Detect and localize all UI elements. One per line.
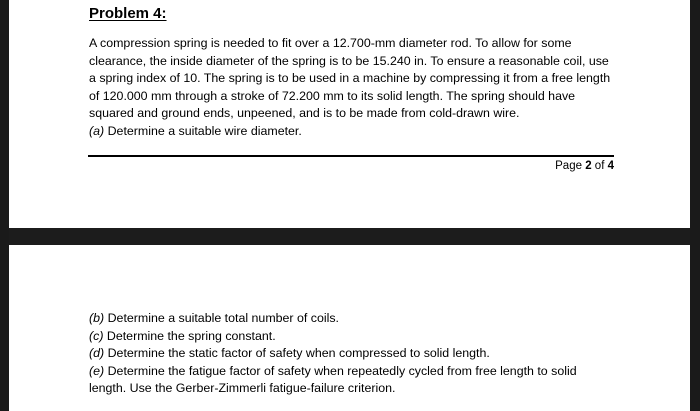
problem-statement-block [89, 35, 614, 140]
page-total: 4 [607, 160, 614, 172]
footer-divider [88, 155, 614, 157]
page-prefix: Page [555, 160, 586, 172]
part-d-text: Determine the static factor of safety when compressed to solid length. [104, 346, 490, 360]
problem-statement: A compression spring is needed to fit over a 12.700-mm diameter rod. To allow for some clearance, the inside diameter of the spring is to be 15.240 in. To ensure a reasonable coil, use a spring index of 10. The spring is to be used in a machine by compressing it from a free length of 120.000 mm through a stroke of 72.200 mm to its solid length. The spring should have squared and ground ends, unpeened, and is to be made from cold-drawn wire. [89, 36, 611, 120]
part-a-text: Determine a suitable wire diameter. [104, 123, 302, 138]
part-e-text: Determine the fatigue factor of safety when repeatedly cycled from free length to solid length. Use the Gerber-Zimmerli fatigue-failure criterion. [89, 363, 577, 395]
page-of: of [591, 160, 608, 172]
part-e-letter: (e) [89, 363, 105, 378]
part-c-text: Determine the spring constant. [103, 328, 276, 343]
part-b-letter: (b) [89, 311, 105, 325]
part-c-letter: (c) [89, 328, 104, 343]
part-c [89, 328, 614, 346]
part-a-letter: (a) [89, 123, 105, 138]
part-d [89, 345, 614, 363]
right-edge-bar [690, 0, 700, 411]
part-e [89, 363, 614, 398]
part-b-text: Determine a suitable total number of coils. [104, 311, 340, 325]
left-edge-bar [0, 0, 9, 411]
page-current: 2 [585, 160, 592, 172]
page-separator [0, 228, 700, 245]
page-indicator [540, 160, 614, 172]
problem-heading: Problem 4: [89, 5, 167, 22]
part-a [89, 123, 614, 141]
part-d-letter: (d) [89, 346, 105, 360]
part-b [89, 310, 614, 328]
continued-parts [89, 310, 614, 398]
